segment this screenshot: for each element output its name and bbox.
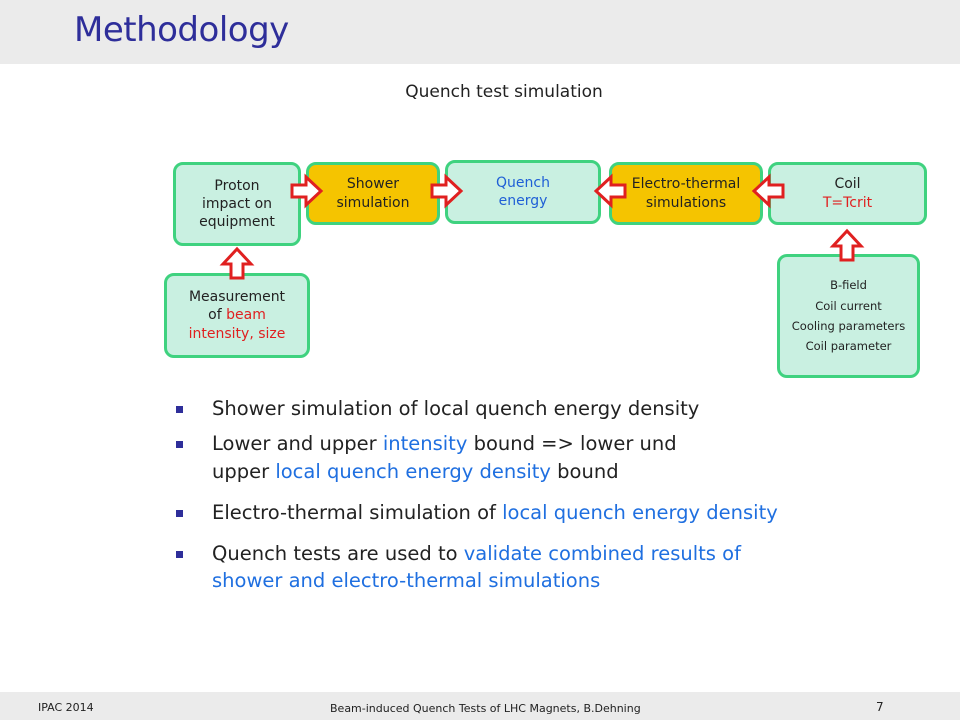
bullet-shower-simulation: [176, 395, 876, 422]
bullet-intensity-bound: [176, 430, 732, 485]
measurement-beam: beam: [226, 307, 266, 324]
bullet-quench-tests: [176, 540, 812, 595]
footer-band: [0, 692, 960, 720]
proton-line-1: Proton: [214, 177, 260, 194]
measurement-line-3: intensity, size: [188, 325, 286, 342]
electro-thermal-box: [609, 162, 763, 225]
arrow-left-1: [593, 174, 627, 208]
bullet-2-text-b: bound => lower und upper: [212, 432, 677, 483]
arrow-left-2: [751, 174, 785, 208]
quench-energy-box: [445, 160, 601, 224]
electro-thermal-line-1: Electro-thermal: [631, 176, 741, 193]
measurement-line-1: Measurement: [188, 289, 286, 306]
coil-input-bfield: B-field: [830, 278, 867, 293]
coil-input-current: Coil current: [815, 298, 882, 313]
bullet-2-local-density: local quench energy density: [275, 459, 551, 483]
coil-input-parameter: Coil parameter: [805, 339, 892, 354]
proton-impact-box: [173, 162, 301, 246]
diagram-subtitle: Quench test simulation: [405, 82, 603, 102]
shower-line-2: simulation: [336, 194, 410, 211]
bullet-electro-thermal: [176, 499, 876, 526]
arrow-right-2: [430, 174, 464, 208]
page-number: 7: [876, 700, 884, 714]
footer-presentation-title: Beam-induced Quench Tests of LHC Magnets, B.Dehning: [330, 702, 641, 715]
bullet-2-intensity: intensity: [382, 432, 468, 456]
proton-line-2: impact on: [201, 195, 273, 212]
electro-thermal-line-2: simulations: [645, 194, 727, 211]
footer-conference: IPAC 2014: [38, 701, 94, 714]
bullet-4-validate: validate combined results of shower and electro-thermal simulations: [212, 542, 741, 593]
bullet-2-text-a: Lower and upper: [212, 432, 383, 456]
bullet-list: [176, 395, 876, 603]
quench-energy-line-2: energy: [498, 193, 548, 209]
coil-input-cooling: Cooling parameters: [791, 319, 906, 333]
measurement-box: [164, 273, 310, 358]
coil-line-1: Coil: [834, 176, 861, 193]
slide-title: Methodology: [74, 10, 289, 50]
shower-simulation-box: [306, 162, 440, 225]
arrow-right-1: [290, 174, 324, 208]
measurement-of: of: [208, 307, 227, 324]
proton-line-3: equipment: [199, 214, 275, 231]
quench-energy-line-1: Quench: [496, 174, 550, 191]
coil-tcrit: T=Tcrit: [822, 194, 873, 211]
measurement-line-2: [208, 306, 266, 324]
bullet-3-local-density: local quench energy density: [502, 500, 778, 524]
bullet-4-text: Quench tests are used to: [212, 542, 464, 566]
bullet-1-text: Shower simulation of local quench energy density: [212, 397, 700, 420]
bullet-3-text: Electro-thermal simulation of: [212, 500, 503, 524]
coil-inputs-box: [777, 254, 920, 378]
shower-line-1: Shower: [346, 176, 400, 193]
coil-box: [768, 162, 927, 225]
bullet-2-text-c: bound: [550, 459, 619, 483]
arrow-up-measurement: [220, 246, 254, 280]
arrow-up-coil: [830, 228, 864, 262]
